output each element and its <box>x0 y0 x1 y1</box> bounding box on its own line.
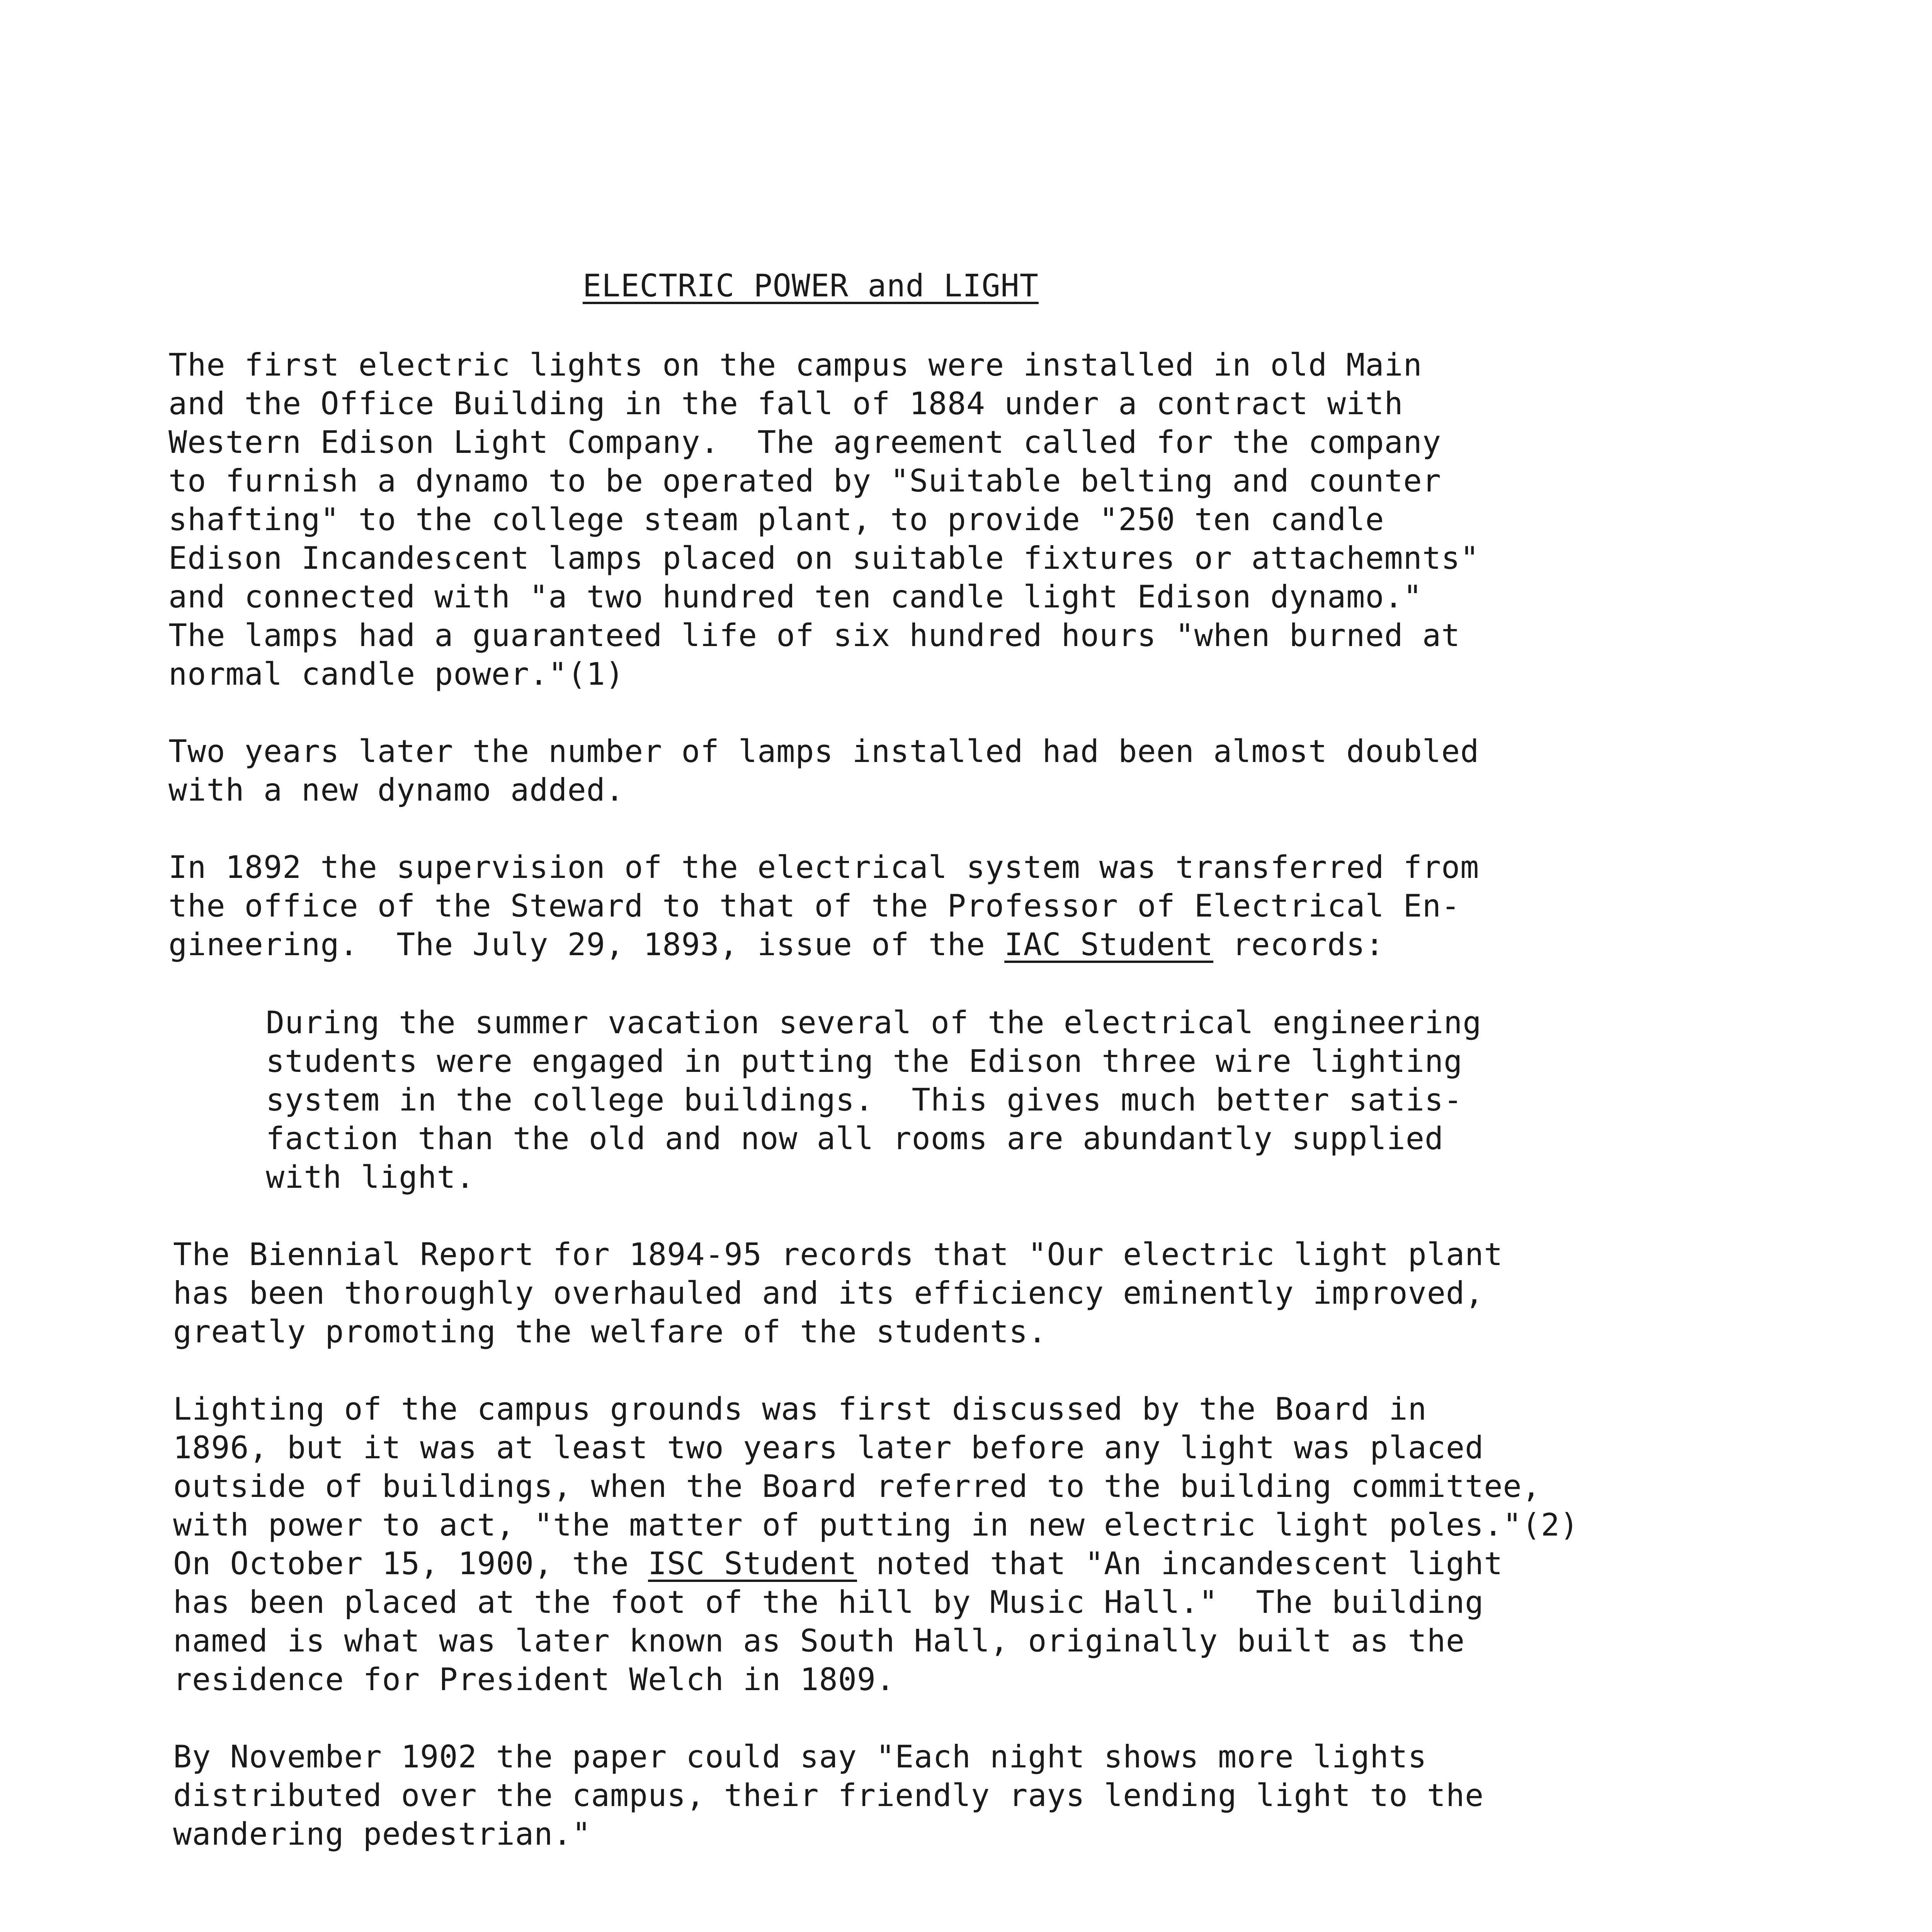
paragraph-2-line: with a new dynamo added. <box>168 772 624 808</box>
paragraph-1-line: shafting" to the college steam plant, to provide "250 ten candle <box>168 502 1384 537</box>
paragraph-3-line: In 1892 the supervision of the electrical system was transferred from <box>168 849 1480 885</box>
block-quote-line: system in the college buildings. This gives much better satis- <box>266 1082 1463 1118</box>
paragraph-1-line: The lamps had a guaranteed life of six hundred hours "when burned at <box>168 617 1461 653</box>
paragraph-3-line <box>168 925 1384 964</box>
paragraph-1-line: normal candle power."(1) <box>168 656 624 692</box>
paragraph-2-line: Two years later the number of lamps installed had been almost doubled <box>168 733 1480 769</box>
paragraph-4-line: greatly promoting the welfare of the students. <box>173 1314 1047 1350</box>
paragraph-5-line: outside of buildings, when the Board referred to the building committee, <box>173 1468 1541 1504</box>
paragraph-5-line: with power to act, "the matter of putting in new electric light poles."(2) <box>173 1507 1579 1543</box>
paragraph-3-line: the office of the Steward to that of the Professor of Electrical En- <box>168 888 1461 924</box>
paragraph-5-text: On October 15, 1900, the <box>173 1546 648 1582</box>
paragraph-5-line: 1896, but it was at least two years later before any light was placed <box>173 1430 1484 1466</box>
paragraph-3-text: records: <box>1213 927 1384 963</box>
block-quote-line: During the summer vacation several of the electrical engineering <box>266 1005 1482 1041</box>
paragraph-6-line: wandering pedestrian." <box>173 1816 591 1852</box>
block-quote-line: faction than the old and now all rooms are abundantly supplied <box>266 1121 1444 1156</box>
block-quote-line: with light. <box>266 1159 475 1195</box>
paragraph-5-line: Lighting of the campus grounds was first discussed by the Board in <box>173 1391 1427 1427</box>
paragraph-1-line: and connected with "a two hundred ten candle light Edison dynamo." <box>168 579 1422 615</box>
page-title: ELECTRIC POWER and LIGHT <box>583 268 1039 304</box>
paragraph-1-line: The first electric lights on the campus were installed in old Main <box>168 347 1422 383</box>
block-quote-line: students were engaged in putting the Edison three wire lighting <box>266 1043 1463 1079</box>
paragraph-1-line: Western Edison Light Company. The agreement called for the company <box>168 424 1441 460</box>
isc-student-title: ISC Student <box>648 1546 857 1582</box>
paragraph-6-line: distributed over the campus, their friendly rays lending light to the <box>173 1777 1484 1813</box>
paragraph-3-text: gineering. The July 29, 1893, issue of the <box>168 927 1005 963</box>
iac-student-title: IAC Student <box>1004 927 1214 963</box>
paragraph-1-line: and the Office Building in the fall of 1884 under a contract with <box>168 386 1403 422</box>
paragraph-1-line: Edison Incandescent lamps placed on suitable fixtures or attachemnts" <box>168 540 1480 576</box>
paragraph-4-line: has been thoroughly overhauled and its efficiency eminently improved, <box>173 1275 1484 1311</box>
paragraph-6-line: By November 1902 the paper could say "Each night shows more lights <box>173 1739 1427 1775</box>
paragraph-1-line: to furnish a dynamo to be operated by "Suitable belting and counter <box>168 463 1441 499</box>
paragraph-5-line: residence for President Welch in 1809. <box>173 1662 895 1697</box>
paragraph-5-line <box>173 1544 1503 1583</box>
paragraph-5-line: named is what was later known as South Hall, originally built as the <box>173 1623 1465 1659</box>
paragraph-5-line: has been placed at the foot of the hill by Music Hall." The building <box>173 1584 1484 1620</box>
paragraph-5-text: noted that "An incandescent light <box>857 1546 1503 1582</box>
paragraph-4-line: The Biennial Report for 1894-95 records that "Our electric light plant <box>173 1236 1503 1272</box>
